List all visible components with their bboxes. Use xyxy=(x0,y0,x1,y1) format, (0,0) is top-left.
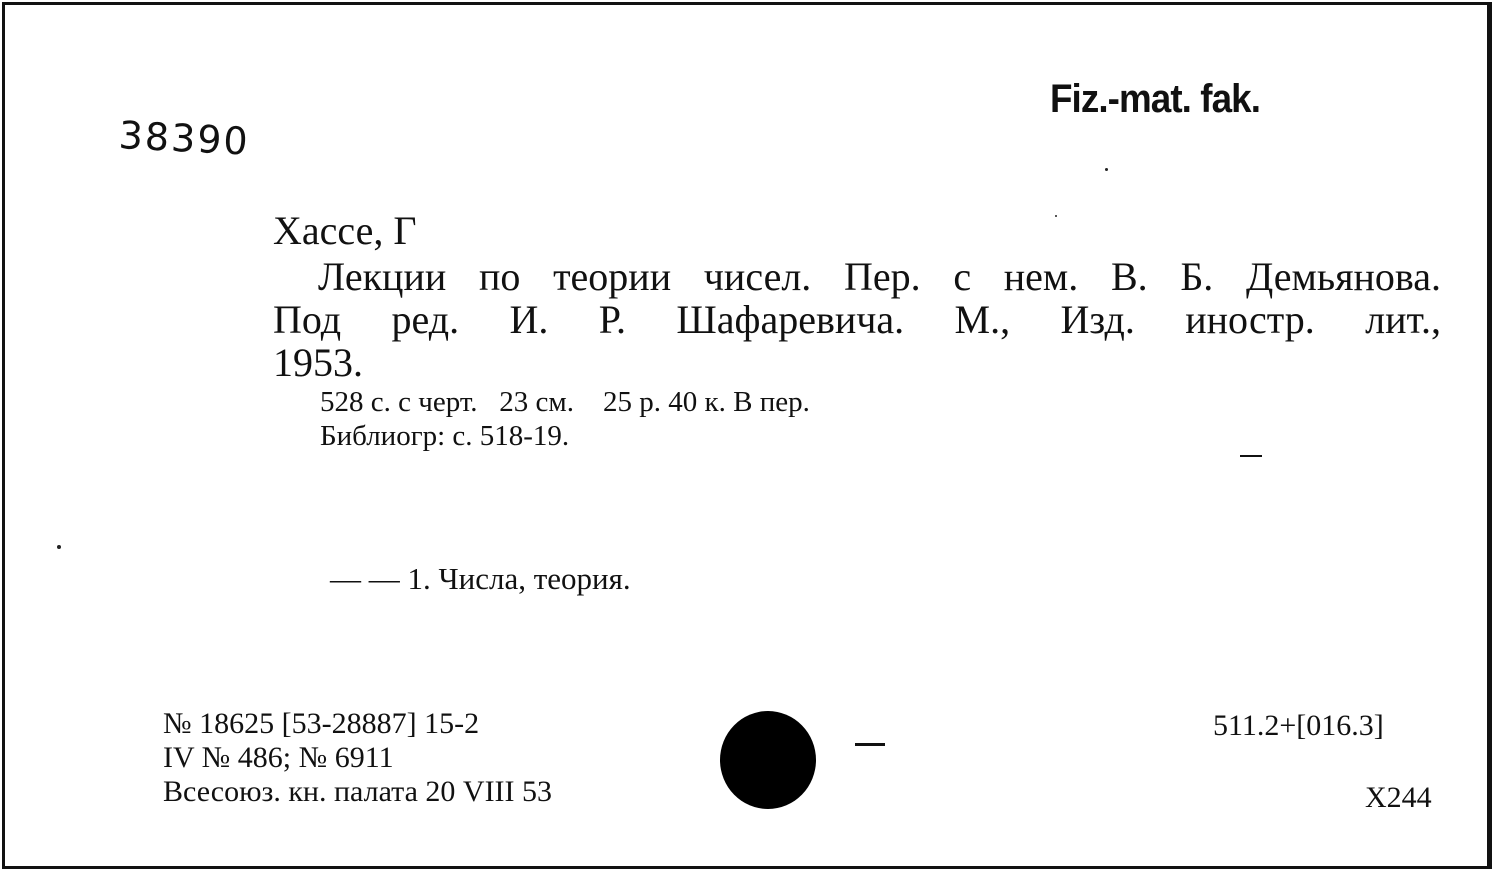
footer-line-2: IV № 486; № 6911 xyxy=(163,741,394,774)
catalog-card xyxy=(2,2,1492,869)
author-heading: Хассе, Г xyxy=(273,208,417,253)
cutter-number: X244 xyxy=(1365,781,1432,814)
title-line-1: Лекции по теории чисел. Пер. с нем. В. Б. Демьянова. xyxy=(318,254,1441,299)
faculty-stamp: Fiz.-mat. fak. xyxy=(1050,77,1261,121)
punch-hole xyxy=(720,711,816,809)
classification-number: 511.2+[016.3] xyxy=(1213,709,1384,742)
bibliography-note: Библиогр: с. 518-19. xyxy=(320,420,570,452)
footer-line-1: № 18625 [53-28887] 15-2 xyxy=(163,707,480,740)
speck xyxy=(1055,215,1057,217)
subject-heading: — — 1. Числа, теория. xyxy=(330,561,631,596)
title-statement xyxy=(273,255,1441,384)
physical-description: 528 с. с черт. 23 см. 25 р. 40 к. В пер. xyxy=(320,386,810,418)
speck xyxy=(1105,168,1108,171)
handwritten-accession-number: 38390 xyxy=(117,113,251,164)
publisher-footer xyxy=(163,707,552,809)
decorative-dash xyxy=(1240,455,1262,457)
speck xyxy=(57,545,61,549)
title-line-3: 1953. xyxy=(273,340,363,385)
decorative-dash xyxy=(855,743,885,746)
footer-line-3: Всесоюз. кн. палата 20 VIII 53 xyxy=(163,775,553,808)
title-line-2: Под ред. И. Р. Шафаревича. М., Изд. иностр. лит., xyxy=(273,297,1441,342)
